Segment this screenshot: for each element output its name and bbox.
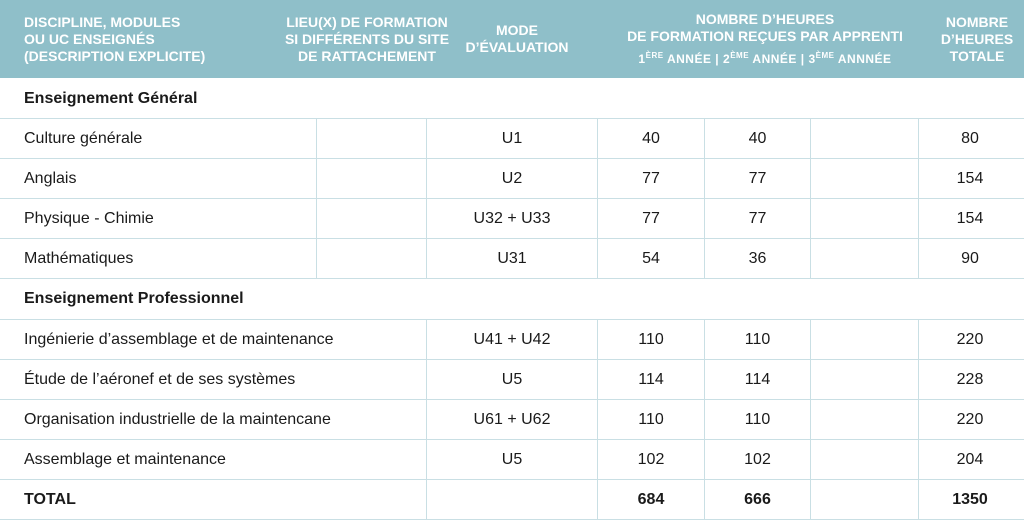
grid-line bbox=[316, 118, 317, 279]
totals-year2: 666 bbox=[744, 491, 771, 508]
totals-year1: 684 bbox=[637, 491, 665, 508]
totals-label: TOTAL bbox=[24, 491, 76, 508]
section-row-professionnel bbox=[0, 279, 1024, 319]
year1-label: ANNÉE bbox=[663, 51, 712, 66]
grid-line bbox=[810, 319, 811, 520]
year2-cell: 110 bbox=[744, 411, 771, 428]
year2-label: ANNÉE bbox=[749, 51, 797, 66]
discipline-cell: Physique - Chimie bbox=[24, 210, 154, 227]
grid-line bbox=[0, 238, 1024, 239]
year2-cell: 40 bbox=[748, 130, 767, 147]
year3-sup: ÈME bbox=[815, 50, 835, 60]
mode-cell: U61 + U62 bbox=[473, 411, 551, 428]
total-cell: 228 bbox=[956, 371, 984, 388]
grid-line bbox=[0, 439, 1024, 440]
header-total-line2: D’HEURES bbox=[940, 30, 1014, 47]
totals-row bbox=[0, 480, 1024, 520]
header-discipline bbox=[24, 0, 274, 78]
discipline-cell: Organisation industrielle de la maintencane bbox=[24, 411, 331, 428]
year2-cell: 102 bbox=[744, 451, 771, 468]
header-discipline-line2: OU UC ENSEIGNÉS bbox=[24, 30, 155, 47]
grid-line bbox=[0, 399, 1024, 400]
grid-line bbox=[0, 278, 1024, 279]
grid-line bbox=[0, 158, 1024, 159]
table-header bbox=[0, 0, 1024, 78]
year1-cell: 40 bbox=[642, 130, 660, 147]
header-mode-line1: MODE bbox=[496, 22, 538, 38]
year2-cell: 110 bbox=[744, 331, 771, 348]
discipline-cell: Assemblage et maintenance bbox=[24, 451, 226, 468]
header-total-line3: TOTALE bbox=[949, 47, 1005, 64]
header-total-line1: NOMBRE bbox=[945, 13, 1009, 30]
mode-cell: U5 bbox=[501, 371, 523, 388]
total-cell: 154 bbox=[956, 210, 984, 227]
year1-num: 1 bbox=[638, 51, 646, 66]
year1-cell: 110 bbox=[638, 331, 664, 348]
grid-line bbox=[597, 118, 598, 279]
discipline-cell: Culture générale bbox=[24, 130, 143, 147]
header-heures-line1: NOMBRE D’HEURES bbox=[695, 10, 835, 27]
grid-line bbox=[704, 319, 705, 520]
mode-cell: U41 + U42 bbox=[473, 331, 551, 348]
year1-sup: ÈRE bbox=[645, 50, 664, 60]
grid-line bbox=[426, 118, 427, 279]
year1-cell: 110 bbox=[638, 411, 664, 428]
year2-cell: 77 bbox=[748, 170, 767, 187]
year1-cell: 102 bbox=[637, 451, 665, 468]
mode-cell: U2 bbox=[501, 170, 523, 187]
year2-cell: 77 bbox=[748, 210, 767, 227]
total-cell: 204 bbox=[956, 451, 984, 468]
table-row bbox=[0, 440, 1024, 480]
grid-line bbox=[0, 319, 1024, 320]
header-lieu-line1: LIEU(X) DE FORMATION bbox=[286, 13, 448, 30]
year2-cell: 114 bbox=[744, 371, 771, 388]
grid-line bbox=[426, 319, 427, 520]
grid-line bbox=[918, 118, 919, 279]
table-row bbox=[0, 199, 1024, 239]
year2-sup: ÈME bbox=[730, 50, 750, 60]
table-row bbox=[0, 360, 1024, 400]
grid-line bbox=[810, 118, 811, 279]
year1-cell: 114 bbox=[638, 371, 664, 388]
header-mode-line2: D’ÉVALUATION bbox=[465, 39, 569, 55]
table-row bbox=[0, 159, 1024, 199]
total-cell: 80 bbox=[961, 130, 979, 147]
section-row-general bbox=[0, 79, 1024, 119]
totals-total: 1350 bbox=[952, 491, 988, 508]
header-lieu-line3: DE RATTACHEMENT bbox=[298, 47, 436, 64]
year3-num: 3 bbox=[808, 51, 816, 66]
grid-line bbox=[597, 319, 598, 520]
year1-cell: 54 bbox=[642, 250, 660, 267]
header-mode bbox=[460, 0, 574, 78]
header-total bbox=[930, 0, 1024, 78]
year1-cell: 77 bbox=[642, 170, 660, 187]
grid-line bbox=[0, 519, 1024, 520]
year-separator: | bbox=[711, 51, 723, 66]
grid-line bbox=[0, 118, 1024, 119]
table-row bbox=[0, 119, 1024, 159]
grid-line bbox=[0, 198, 1024, 199]
total-cell: 90 bbox=[961, 250, 979, 267]
mode-cell: U1 bbox=[501, 130, 523, 147]
header-discipline-line1: DISCIPLINE, MODULES bbox=[24, 13, 181, 30]
header-heures-years bbox=[638, 47, 891, 68]
discipline-cell: Étude de l’aéronef et de ses systèmes bbox=[24, 371, 296, 388]
header-heures-line2: DE FORMATION REÇUES PAR APPRENTI bbox=[627, 27, 903, 44]
header-discipline-line3: (DESCRIPTION EXPLICITE) bbox=[24, 47, 206, 64]
year2-num: 2 bbox=[723, 51, 731, 66]
grid-line bbox=[918, 319, 919, 520]
year-separator: | bbox=[796, 51, 809, 66]
table-row bbox=[0, 239, 1024, 279]
discipline-cell: Anglais bbox=[24, 170, 77, 187]
year1-cell: 77 bbox=[642, 210, 660, 227]
section-title-professionnel: Enseignement Professionnel bbox=[24, 290, 244, 307]
discipline-cell: Ingénierie d’assemblage et de maintenance bbox=[24, 331, 334, 348]
discipline-cell: Mathématiques bbox=[24, 250, 134, 267]
header-heures bbox=[600, 0, 930, 78]
table-row bbox=[0, 400, 1024, 440]
grid-line bbox=[0, 479, 1024, 480]
mode-cell: U31 bbox=[497, 250, 527, 267]
total-cell: 220 bbox=[956, 331, 984, 348]
grid-line bbox=[0, 359, 1024, 360]
table-row bbox=[0, 320, 1024, 360]
mode-cell: U5 bbox=[501, 451, 523, 468]
header-lieu-line2: SI DIFFÉRENTS DU SITE bbox=[284, 30, 450, 47]
year2-cell: 36 bbox=[748, 250, 767, 267]
grid-line bbox=[704, 118, 705, 279]
total-cell: 154 bbox=[956, 170, 984, 187]
header-lieu bbox=[276, 0, 458, 78]
mode-cell: U32 + U33 bbox=[473, 210, 551, 227]
total-cell: 220 bbox=[956, 411, 984, 428]
section-title-general: Enseignement Général bbox=[24, 90, 198, 107]
year3-label: ANNNÉE bbox=[834, 51, 892, 66]
